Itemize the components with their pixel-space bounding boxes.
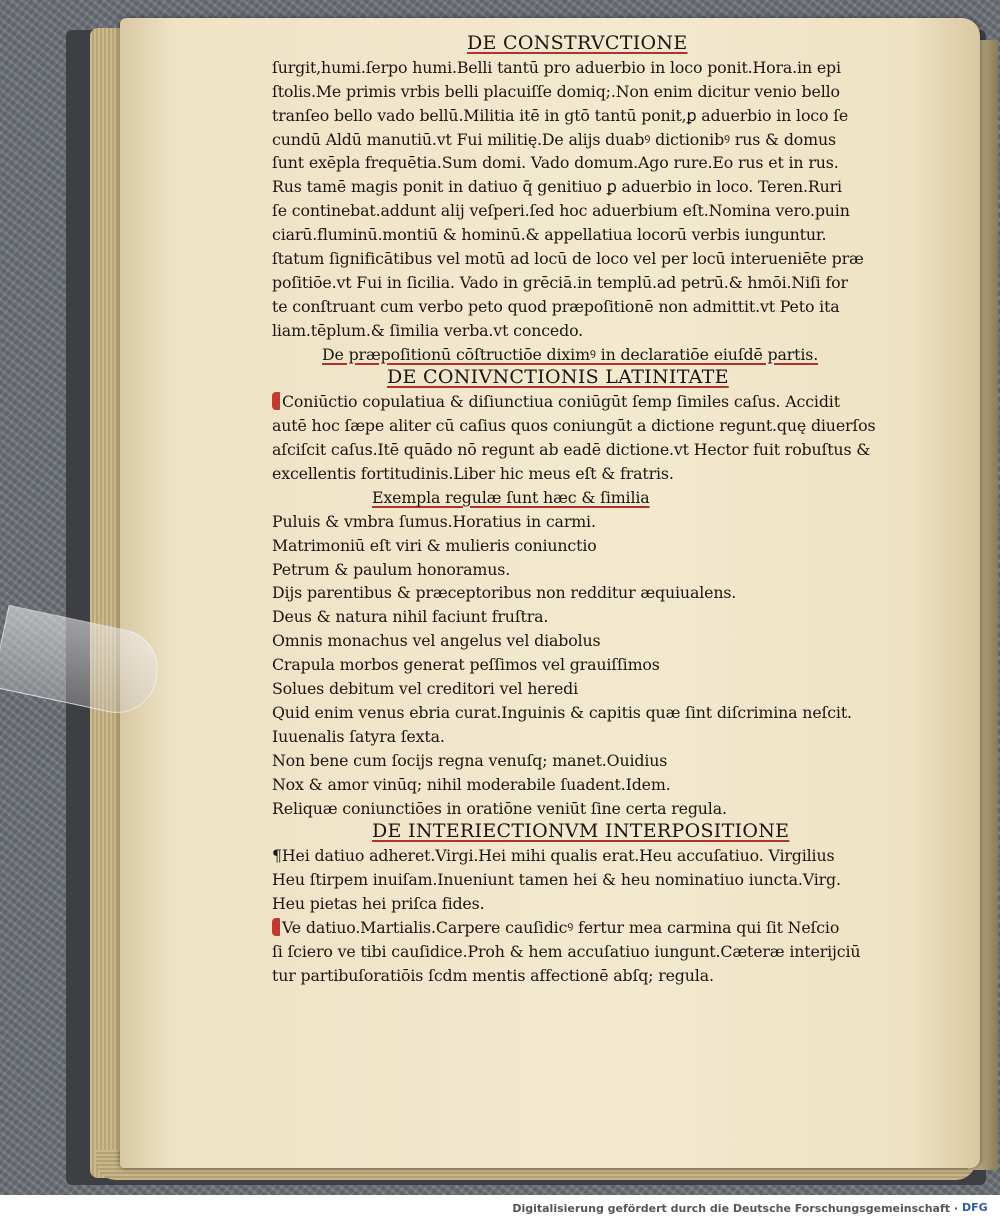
line-text: Solues debitum vel creditori vel heredi	[272, 679, 579, 699]
text-line	[272, 247, 917, 271]
text-line	[272, 80, 917, 104]
line-text: aſciſcit caſus.Itē quādo nō regunt ab eadē dictione.vt Hector fuit robuſtus &	[272, 440, 871, 460]
text-line	[272, 56, 917, 80]
text-line	[272, 390, 917, 414]
text-line	[272, 653, 917, 677]
line-text: Heu pietas hei priſca fides.	[272, 894, 485, 914]
text-line	[272, 199, 917, 223]
text-line	[272, 223, 917, 247]
line-text: ſurgit,humi.ſerpo humi.Belli tantū pro aduerbio in loco ponit.Hora.in epi	[272, 57, 841, 77]
line-text: te conſtruant cum verbo peto quod præpoſitionē non admittit.vt Peto ita	[272, 296, 840, 316]
text-line	[272, 104, 917, 128]
line-text: Crapula morbos generat peſſimos vel grauiſſimos	[272, 655, 660, 675]
line-text: autē hoc ſæpe aliter cū caſius quos coniungūt a dictione regunt.quę diuerſos	[272, 416, 876, 436]
text-line	[272, 773, 917, 797]
line-text: Puluis & vmbra ſumus.Horatius in carmi.	[272, 511, 596, 531]
text-line	[272, 558, 917, 582]
line-text: Reliquæ coniunctiōes in oratiōne veniūt ſine certa regula.	[272, 798, 727, 818]
text-line	[272, 319, 917, 343]
text-line	[272, 892, 917, 916]
text-line	[272, 534, 917, 558]
line-text: poſitiōe.vt Fui in ſicilia. Vado in grēciā.in templū.ad petrū.& hmōi.Niſi for	[272, 272, 848, 292]
page-text	[272, 32, 917, 988]
line-text: Matrimoniū eſt viri & mulieris coniunctio	[272, 535, 597, 555]
line-text: excellentis fortitudinis.Liber hic meus eſt & fratris.	[272, 464, 674, 484]
line-text: DE CONSTRVCTIONE	[467, 32, 688, 54]
line-text: Iuuenalis ſatyra ſexta.	[272, 726, 445, 746]
red-paragraph-mark-icon	[272, 392, 280, 410]
text-line	[272, 605, 917, 629]
text-line	[272, 797, 917, 821]
footer-bar	[0, 1195, 1000, 1222]
line-text: tranſeo bello vado bellū.Militia itē in gtō tantū ponit,ꝑ aduerbio in loco ſe	[272, 105, 849, 125]
text-line	[272, 629, 917, 653]
line-text: cundū Aldū manutiū.vt Fui militię.De alijs duabꝰ dictionibꝰ rus & domus	[272, 129, 836, 149]
line-text: Non bene cum ſocijs regna venuſq; manet.Ouidius	[272, 750, 668, 770]
line-text: Quid enim venus ebria curat.Inguinis & capitis quæ ſint diſcrimina neſcit.	[272, 702, 852, 722]
text-line	[272, 151, 917, 175]
line-text: tur partibuſoratiōis ſcdm mentis affectionē abſq; regula.	[272, 965, 714, 985]
line-text: ſunt exēpla frequētia.Sum domi. Vado domum.Ago rure.Eo rus et in rus.	[272, 153, 839, 173]
text-line	[272, 414, 917, 438]
text-line	[272, 916, 917, 940]
text-line	[272, 940, 917, 964]
line-text: ſtolis.Me primis vrbis belli placuiſſe domiq;.Non enim dicitur venio bello	[272, 81, 840, 101]
line-text: De præpoſitionū cōſtructiōe diximꝰ in declaratiōe eiuſdē partis.	[322, 344, 819, 364]
footer-credit: Digitalisierung gefördert durch die Deutsche Forschungsgemeinschaft ·	[512, 1202, 958, 1215]
text-line	[272, 271, 917, 295]
line-text: Heu ſtirpem inuiſam.Inueniunt tamen hei & heu nominatiuo iuncta.Virg.	[272, 870, 841, 890]
section-heading	[272, 32, 917, 56]
section-heading	[272, 820, 917, 844]
text-line	[272, 462, 917, 486]
text-line	[272, 677, 917, 701]
text-line	[272, 581, 917, 605]
text-line	[272, 175, 917, 199]
text-line	[272, 295, 917, 319]
text-line	[272, 964, 917, 988]
line-text: ¶Hei datiuo adheret.Virgi.Hei mihi qualis erat.Heu accuſatiuo. Virgilius	[272, 846, 835, 866]
text-line	[272, 725, 917, 749]
text-line	[272, 868, 917, 892]
line-text: liam.tēplum.& ſimilia verba.vt concedo.	[272, 320, 584, 340]
line-text: ſi ſciero ve tibi cauſidice.Proh & hem accuſatiuo iungunt.Cæteræ interijciū	[272, 941, 861, 961]
text-line	[272, 701, 917, 725]
line-text: Exempla regulæ ſunt hæc & ſimilia	[372, 487, 650, 507]
sub-heading	[272, 343, 917, 367]
text-line	[272, 438, 917, 462]
text-line	[272, 510, 917, 534]
section-heading	[272, 366, 917, 390]
line-text: Coniūctio copulatiua & diſiunctiua coniūgūt ſemp ſimiles caſus. Accidit	[282, 392, 840, 412]
line-text: Ve datiuo.Martialis.Carpere cauſidicꝰ fertur mea carmina qui ſit Neſcio	[282, 917, 840, 937]
sub-heading	[272, 486, 917, 510]
line-text: Nox & amor vinūq; nihil moderabile ſuadent.Idem.	[272, 774, 671, 794]
line-text: Dijs parentibus & præceptoribus non redditur æquiualens.	[272, 583, 737, 603]
line-text: DE INTERIECTIONVM INTERPOSITIONE	[372, 820, 790, 843]
line-text: Petrum & paulum honoramus.	[272, 559, 511, 579]
text-line	[272, 844, 917, 868]
line-text: Omnis monachus vel angelus vel diabolus	[272, 631, 601, 651]
line-text: ciarū.fluminū.montiū & hominū.& appellatiua locorū verbis iunguntur.	[272, 225, 827, 245]
line-text: Rus tamē magis ponit in datiuo q̄ genitiuo ꝑ aduerbio in loco. Teren.Ruri	[272, 177, 842, 197]
line-text: ſe continebat.addunt alij veſperi.ſed hoc aduerbium eſt.Nomina vero.puin	[272, 201, 850, 221]
red-paragraph-mark-icon	[272, 918, 280, 936]
line-text: ſtatum ſignificātibus vel motū ad locū de loco vel per locū interueniēte præ	[272, 249, 864, 269]
line-text: Deus & natura nihil faciunt fruſtra.	[272, 607, 549, 627]
dfg-logo-icon: DFG	[962, 1201, 988, 1214]
line-text: DE CONIVNCTIONIS LATINITATE	[387, 366, 729, 389]
text-line	[272, 128, 917, 152]
text-line	[272, 749, 917, 773]
